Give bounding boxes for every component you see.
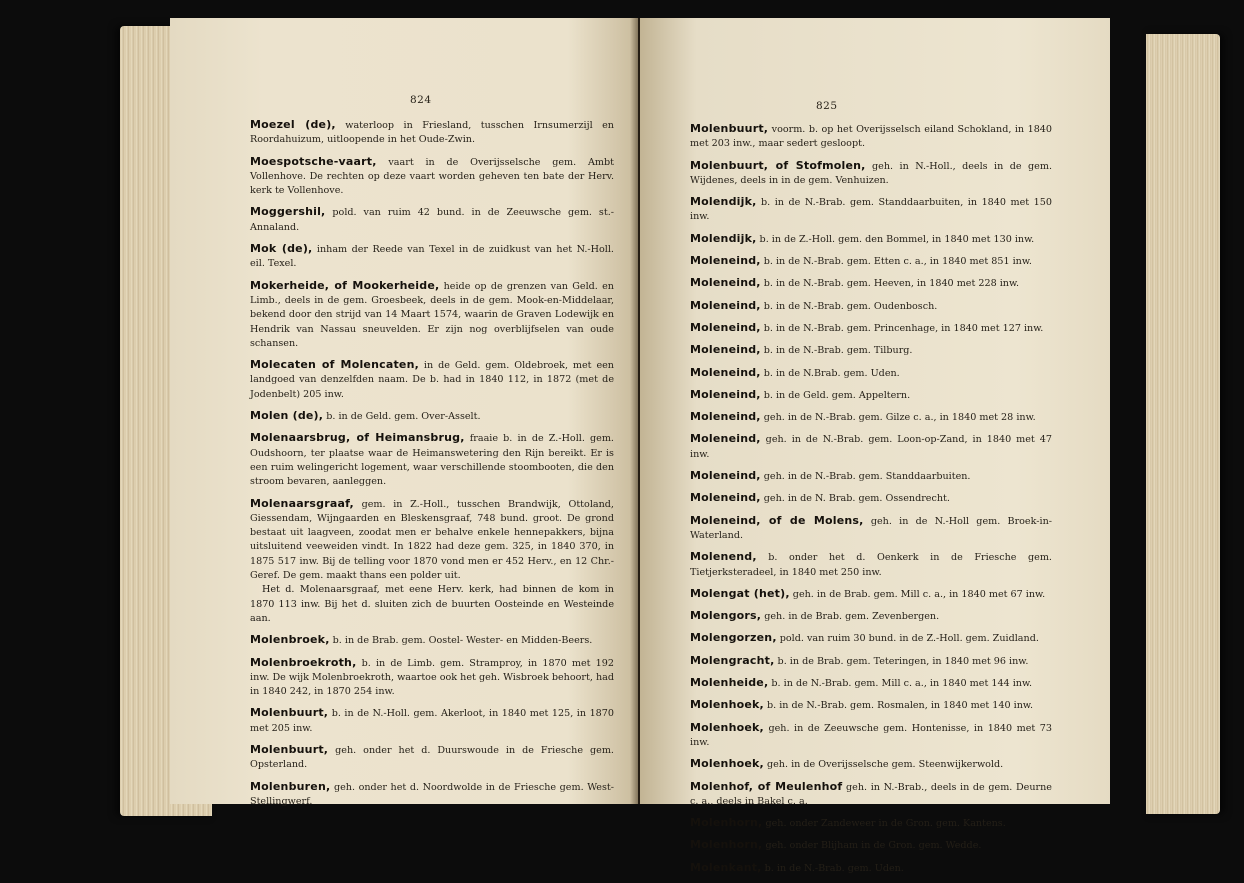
dictionary-entry (250, 706, 614, 736)
entry-definition: voorm. b. op het Overijsselsch eiland Schokland, in 1840 met 203 inw., maar sedert gesloopt. (690, 124, 1052, 150)
dictionary-entry (690, 550, 1052, 580)
entry-definition: pold. van ruim 42 bund. in de Zeeuwsche gem. st.-Annaland. (250, 207, 614, 233)
dictionary-entry (690, 410, 1052, 425)
dictionary-entry (250, 409, 614, 424)
dictionary-entry (690, 299, 1052, 314)
dictionary-entry (690, 780, 1052, 810)
entry-definition: geh. onder Zandeweer in de Gron. gem. Kantens. (765, 818, 1006, 830)
dictionary-entry (690, 838, 1052, 853)
entry-definition: b. in de N.-Brab. gem. Etten c. a., in 1840 met 851 inw. (763, 256, 1032, 268)
dictionary-entry (690, 232, 1052, 247)
entry-definition: geh. in de N.-Brab. gem. Gilze c. a., in 1840 met 28 inw. (763, 412, 1036, 424)
entry-definition: b. in de Brab. gem. Oostel- Wester- en Midden-Beers. (332, 635, 593, 647)
entry-definition: fraaie b. in de Z.-Holl. gem. Oudshoorn, ter plaatse waar de Heimanswetering den Rijn bereikt. Er is een ruim welingericht logement, waar verschillende stoombooten, die den stroom bevaren, aanleggen. (250, 433, 614, 488)
dictionary-entry (250, 242, 614, 272)
dictionary-entry (690, 388, 1052, 403)
entry-term: Molendijk, (690, 195, 757, 209)
entry-definition: b. onder het d. Oenkerk in de Friesche gem. Tietjerksteradeel, in 1840 met 250 inw. (690, 552, 1052, 578)
entry-term: Moleneind, (690, 298, 761, 312)
entry-term: Moggershil, (250, 205, 326, 219)
dictionary-entry (690, 469, 1052, 484)
entry-term: Molecaten of Molencaten, (250, 358, 419, 372)
entry-term: Molenaarsgraaf, (250, 496, 354, 510)
entry-term: Molendijk, (690, 231, 757, 245)
entry-term: Mokerheide, of Mookerheide, (250, 278, 440, 292)
entry-definition: b. in de N.-Brab. gem. Tilburg. (763, 345, 913, 357)
dictionary-entry (250, 431, 614, 489)
left-page (170, 18, 638, 807)
entry-term: Molenaarsbrug, of Heimansbrug, (250, 431, 465, 445)
entry-term: Molenbuurt, (250, 742, 329, 756)
dictionary-entry (690, 861, 1052, 876)
dictionary-entry (690, 698, 1052, 713)
entry-definition: b. in de N.-Brab. gem. Standdaarbuiten, in 1840 met 150 inw. (690, 197, 1052, 223)
dictionary-entry (690, 276, 1052, 291)
entry-definition: in de Geld. gem. Oldebroek, met een landgoed van denzelfden naam. De b. had in 1840 112, in 1872 (met de Jodenbelt) 205 inw. (250, 360, 614, 400)
entry-term: Molenhof, of Meulenhof (690, 779, 843, 793)
entry-term: Moleneind, (690, 491, 761, 505)
entry-definition: b. in de Z.-Holl. gem. den Bommel, in 1840 met 130 inw. (759, 233, 1035, 245)
entry-term: Moleneind, (690, 276, 761, 290)
entry-definition: geh. in de Brab. gem. Mill c. a., in 1840 met 67 inw. (792, 588, 1046, 600)
page-number: 824 (410, 94, 432, 106)
entry-term: Moleneind, (690, 410, 761, 424)
entry-definition: geh. in de N.-Holl gem. Broek-in-Waterland. (690, 515, 1052, 541)
entry-definition: b. in de N.-Brab. gem. Oudenbosch. (763, 300, 938, 312)
entry-definition: inham der Reede van Texel in de zuidkust van het N.-Holl. eil. Texel. (250, 244, 614, 270)
entry-term: Molenburen, (250, 779, 331, 793)
entry-term: Molenbuurt, (250, 706, 329, 720)
entry-term: Molen (de), (250, 409, 324, 423)
entry-term: Molenkant, (690, 860, 762, 874)
entry-definition: waterloop in Friesland, tusschen Irnsumerzijl en Roordahuizum, uitloopende in het Oude-Zwin. (250, 120, 614, 146)
dictionary-entry (690, 254, 1052, 269)
dictionary-entry (690, 195, 1052, 225)
dictionary-entry (690, 432, 1052, 462)
entry-definition: b. in de N.Brab. gem. Uden. (763, 367, 900, 379)
entry-definition: geh. in de N.-Brab. gem. Loon-op-Zand, in 1840 met 47 inw. (690, 434, 1052, 460)
entry-definition: b. in de Geld. gem. Over-Asselt. (326, 411, 481, 423)
entry-definition: b. in de Geld. gem. Appeltern. (763, 389, 911, 401)
entry-definition: heide op de grenzen van Geld. en Limb., deels in de gem. Groesbeek, deels in de gem. Mook-en-Middelaar, bekend door den strijd van 14 Maart 1574, waarin de Graven Lodewijk en Hendrik van Nassau sneuvelden. Er zijn nog overblijfselen van oude schansen. (250, 280, 614, 349)
dictionary-entry (690, 321, 1052, 336)
dictionary-entry (690, 514, 1052, 544)
entry-term: Molenhorn, (690, 816, 763, 830)
dictionary-entry (690, 587, 1052, 602)
entry-term: Moespotsche-vaart, (250, 154, 377, 168)
entry-definition: b. in de N.-Brab. gem. Princenhage, in 1840 met 127 inw. (763, 322, 1044, 334)
entry-term: Molenbuurt, of Stofmolen, (690, 158, 866, 172)
right-page (640, 18, 1110, 874)
entry-definition: b. in de Brab. gem. Teteringen, in 1840 met 96 inw. (777, 655, 1029, 667)
entry-term: Moleneind, (690, 432, 761, 446)
entry-definition: b. in de N.-Holl. gem. Akerloot, in 1840 met 125, in 1870 met 205 inw. (250, 708, 614, 734)
entry-definition: geh. onder het d. Duurswoude in de Friesche gem. Opsterland. (250, 744, 614, 771)
entry-term: Molengors, (690, 609, 762, 623)
entry-term: Moezel (de), (250, 118, 336, 131)
entry-definition: geh. onder Blijham in de Gron. gem. Wedde. (765, 840, 982, 852)
dictionary-entry (250, 656, 614, 700)
entry-term: Moleneind, (690, 365, 761, 379)
dictionary-entry (690, 631, 1052, 646)
entry-definition: gem. in Z.-Holl., tusschen Brandwijk, Ottoland, Giessendam, Wijngaarden en Bleskensgraaf, 748 bund. groot. De grond bestaat uit laagveen, zoodat men er behalve enkele hennepakkers, bijna uitsluitend veeweiden vindt. In 1822 had deze gem. 325, in 1840 370, in 1875 517 inw. Bij de telling voor 1870 vond men er 452 Herv., en 12 Chr.-Geref. De gem. maakt thans een polder uit. (250, 498, 614, 582)
entry-term: Moleneind, (690, 320, 761, 334)
entry-definition: geh. in de Overijsselsche gem. Steenwijkerwold. (766, 759, 1004, 771)
entry-definition: b. in de N.-Brab. gem. Heeven, in 1840 met 228 inw. (763, 278, 1020, 290)
dictionary-entry (690, 676, 1052, 691)
entry-definition: pold. van ruim 30 bund. in de Z.-Holl. gem. Zuidland. (779, 633, 1039, 645)
entry-term: Moleneind, (690, 343, 761, 357)
entry-definition: b. in de N.-Brab. gem. Rosmalen, in 1840 met 140 inw. (766, 700, 1034, 712)
dictionary-entry (690, 122, 1052, 152)
dictionary-entry (250, 743, 614, 773)
entry-definition: geh. in de Brab. gem. Zevenbergen. (764, 611, 940, 623)
entry-term: Moleneind, (690, 254, 761, 268)
dictionary-entry (690, 491, 1052, 506)
entry-term: Molenhorn, (690, 838, 763, 852)
dictionary-entry (250, 780, 614, 810)
entry-term: Molenhoek, (690, 698, 764, 712)
dictionary-entry (690, 366, 1052, 381)
entry-term: Mok (de), (250, 242, 313, 256)
entry-list (690, 122, 1052, 883)
dictionary-entry (250, 279, 614, 351)
entry-term: Molengorzen, (690, 631, 777, 645)
entry-list (250, 118, 614, 816)
entry-continuation: Het d. Molenaarsgraaf, met eene Herv. kerk, had binnen de kom in 1870 113 inw. Bij het d. sluiten zich de buurten Oosteinde en Westeinde aan. (250, 584, 614, 624)
entry-term: Molengat (het), (690, 586, 790, 600)
page-number: 825 (816, 100, 838, 112)
right-page-edges (1146, 34, 1220, 814)
dictionary-entry (690, 609, 1052, 624)
dictionary-entry (690, 343, 1052, 358)
entry-term: Molenhoek, (690, 720, 764, 734)
entry-term: Molenbroek, (250, 633, 330, 647)
entry-term: Molenbroekroth, (250, 655, 357, 669)
dictionary-entry (250, 205, 614, 235)
entry-term: Moleneind, (690, 387, 761, 401)
entry-definition: geh. in de Zeeuwsche gem. Hontenisse, in 1840 met 73 inw. (690, 722, 1052, 748)
entry-definition: geh. in de N. Brab. gem. Ossendrecht. (763, 493, 950, 505)
dictionary-entry (250, 358, 614, 402)
dictionary-entry (250, 497, 614, 627)
entry-term: Moleneind, (690, 469, 761, 483)
entry-definition: geh. in de N.-Brab. gem. Standdaarbuiten. (763, 471, 971, 483)
entry-term: Molenheide, (690, 676, 769, 690)
entry-definition: b. in de N.-Brab. gem. Mill c. a., in 1840 met 144 inw. (771, 678, 1033, 690)
entry-definition: vaart in de Overijsselsche gem. Ambt Vollenhove. De rechten op deze vaart worden geheven ten bate der Herv. kerk te Vollenhove. (250, 156, 614, 197)
dictionary-entry (250, 633, 614, 648)
entry-definition: b. in de N.-Brab. gem. Uden. (764, 862, 904, 874)
entry-term: Molengracht, (690, 653, 775, 667)
entry-definition: geh. in N.-Holl., deels in de gem. Wijdenes, deels in in de gem. Venhuizen. (690, 160, 1052, 186)
dictionary-entry (690, 159, 1052, 189)
dictionary-entry (690, 721, 1052, 751)
entry-term: Molenbuurt, (690, 122, 769, 135)
entry-definition: geh. in N.-Brab., deels in de gem. Deurne c. a., deels in Bakel c. a. (690, 781, 1052, 807)
entry-term: Molenhoek, (690, 757, 764, 771)
entry-definition: b. in de Limb. gem. Stramproy, in 1870 met 192 inw. De wijk Molenbroekroth, waartoe ook het geh. Wisbroek behoort, had in 1840 242, in 1870 254 inw. (250, 657, 614, 698)
dictionary-entry (690, 816, 1052, 831)
dictionary-entry (690, 757, 1052, 772)
dictionary-entry (250, 118, 614, 148)
entry-term: Molenend, (690, 550, 757, 564)
dictionary-entry (690, 654, 1052, 669)
entry-definition: geh. onder het d. Noordwolde in de Friesche gem. West-Stellingwerf. (250, 781, 614, 807)
dictionary-entry (250, 155, 614, 199)
entry-term: Moleneind, of de Molens, (690, 513, 864, 527)
